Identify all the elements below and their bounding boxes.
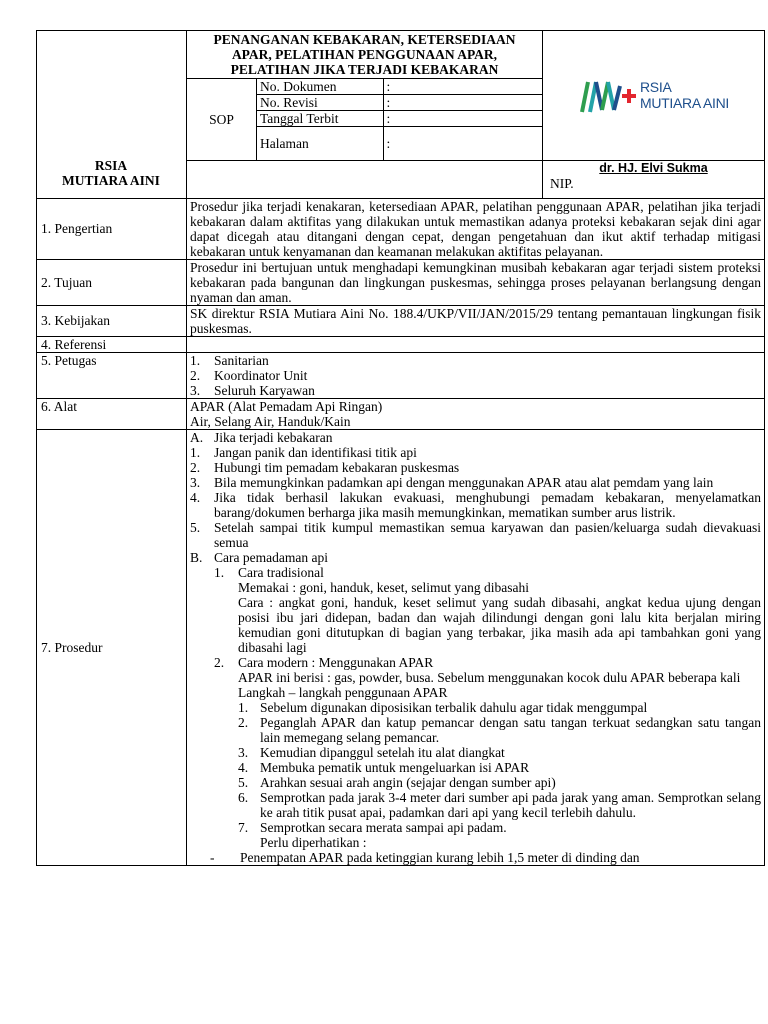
list-item: 2. Hubungi tim pemadam kebakaran puskesmas [190,459,460,475]
meta-halaman-sep: : [383,127,542,160]
signer-nip: NIP. [550,175,574,191]
list-item: 3. Seluruh Karyawan [190,382,315,398]
list-item: 1. Sebelum digunakan diposisikan terbalik dahulu agar tidak menggumpal [238,699,648,715]
petugas-list [187,352,765,398]
list-item: 7. Semprotkan secara merata sampai api padam. [238,819,507,835]
petugas-label: 5. Petugas [37,352,187,398]
logo-cell [543,31,765,161]
title-line-1: PENANGANAN KEBAKARAN, KETERSEDIAAN [213,32,516,47]
signer-name: dr. HJ. Elvi Sukma [599,160,708,175]
section-b-heading: B. Cara pemadaman api [190,549,328,565]
list-item: 5. Setelah sampai titik kumpul memastikan semua karyawan dan pasien/keluarga sudah dievakuasi semua [190,519,761,550]
list-item: 5. Arahkan sesuai arah angin (sejajar dengan sumber api) [238,774,556,790]
doc-meta-table [257,79,542,160]
list-item: 2. Koordinator Unit [190,367,308,383]
meta-no-revisi-sep: : [383,95,542,111]
alat-label: 6. Alat [37,398,187,429]
sop-document [36,30,764,866]
org-name-line-2: MUTIARA AINI [62,173,160,188]
meta-halaman-label: Halaman [257,127,383,160]
list-item: 1. Sanitarian [190,352,269,368]
doc-meta-cell [257,79,543,161]
b2-langkah: Langkah – langkah penggunaan APAR [238,684,448,700]
b1-memakai: Memakai : goni, handuk, keset, selimut yang dibasahi [238,579,529,595]
title-line-2: APAR, PELATIHAN PENGGUNAAN APAR, [231,47,498,62]
org-blank-cell [187,160,543,198]
org-name-line-1: RSIA [94,158,128,173]
alat-line-2: Air, Selang Air, Handuk/Kain [190,413,351,429]
kebijakan-label: 3. Kebijakan [37,305,187,336]
meta-tanggal-terbit-sep: : [383,111,542,127]
prosedur-content [187,429,765,865]
signer-cell [543,160,765,198]
meta-no-dokumen-sep: : [383,79,542,95]
document-title [187,31,543,79]
alat-text [187,398,765,429]
meta-tanggal-terbit-label: Tanggal Terbit [257,111,383,127]
referensi-text [187,336,765,352]
sop-label: SOP [187,79,257,161]
list-item: 6. Semprotkan pada jarak 3-4 meter dari sumber api pada jarak yang aman. Semprotkan selang ke arah titik pusat apai, padamkan dari api yang kecil terlebih dahulu. [238,789,761,820]
b2-heading: 2. Cara modern : Menggunakan APAR [214,654,434,670]
logo-wordmark [640,79,729,111]
list-item: 4. Jika tidak berhasil lakukan evakuasi, menghubungi pemadam kebakaran, menyelamatkan barang/dokumen berharga jika masih memungkinkan, mematikan sumber arus listrik. [190,489,761,520]
kebijakan-text: SK direktur RSIA Mutiara Aini No. 188.4/UKP/VII/JAN/2015/29 tentang pemantauan lingkungan fisik puskesmas. [187,305,765,336]
tujuan-label: 2. Tujuan [37,259,187,305]
org-name [36,155,186,193]
pengertian-text: Prosedur jika terjadi kenakaran, ketersediaan APAR, pelatihan penggunaan APAR, pelatihan jika terjadi kebakaran dalam aktifitas yang dilakukan untuk memastikan adanya proteksi kebakaran sejak dini agar dapat dicegah atau ditangani dengan cepat, dengan pengetahuan dan ikut aktif terhadap mitigasi kebakaran untuk kenyamanan dan keamanan melakukan aktifitas pelayanan. [187,198,765,259]
list-item: 3. Bila memungkinkan padamkan api dengan menggunakan APAR atau alat pemdam yang lain [190,474,714,490]
list-item: - Penempatan APAR pada ketinggian kurang lebih 1,5 meter di dinding dan [210,849,640,865]
logo-text-rsia: RSIA [640,79,672,96]
meta-no-dokumen-label: No. Dokumen [257,79,383,95]
logo-text-mutiara: MUTIARA AINI [640,95,729,112]
meta-no-revisi-label: No. Revisi [257,95,383,111]
list-item: 4. Membuka pematik untuk mengeluarkan isi APAR [238,759,530,775]
b2-berisi: APAR ini berisi : gas, powder, busa. Sebelum menggunakan kocok dulu APAR beberapa kali [238,669,741,685]
pengertian-label: 1. Pengertian [37,198,187,259]
section-a-heading: A. Jika terjadi kebakaran [190,429,333,445]
b1-heading: 1. Cara tradisional [214,564,324,580]
prosedur-label: 7. Prosedur [37,429,187,865]
title-line-3: PELATIHAN JIKA TERJADI KEBAKARAN [230,62,499,77]
list-item: 2. Peganglah APAR dan katup pemancar dengan satu tangan terkuat sedangkan satu tangan lain memegang selang pemancar. [238,714,761,745]
list-item: 1. Jangan panik dan identifikasi titik api [190,444,417,460]
alat-line-1: APAR (Alat Pemadam Api Ringan) [190,398,383,414]
list-item: 3. Kemudian dipanggul setelah itu alat diangkat [238,744,505,760]
perlu-diperhatikan: Perlu diperhatikan : [260,834,367,850]
rsia-logo-icon [578,74,638,116]
b1-cara: Cara : angkat goni, handuk, keset selimut yang sudah dibasahi, angkat kedua ujung dengan posisi ibu jari didepan, badan dan wajah dilindungi dengan goni lalu kita berjalan miring kemudian goni ditutupkan di bagian yang terbakar, jika masih ada api tambahkan goni yang dibasahi lagi [238,594,761,655]
referensi-label: 4. Referensi [37,336,187,352]
tujuan-text: Prosedur ini bertujuan untuk menghadapi kemungkinan musibah kebakaran agar terjadi sistem proteksi kebakaran pada bangunan dan lingkungan puskesmas, sehingga proses pelayanan berlangsung dengan nyaman dan aman. [187,259,765,305]
